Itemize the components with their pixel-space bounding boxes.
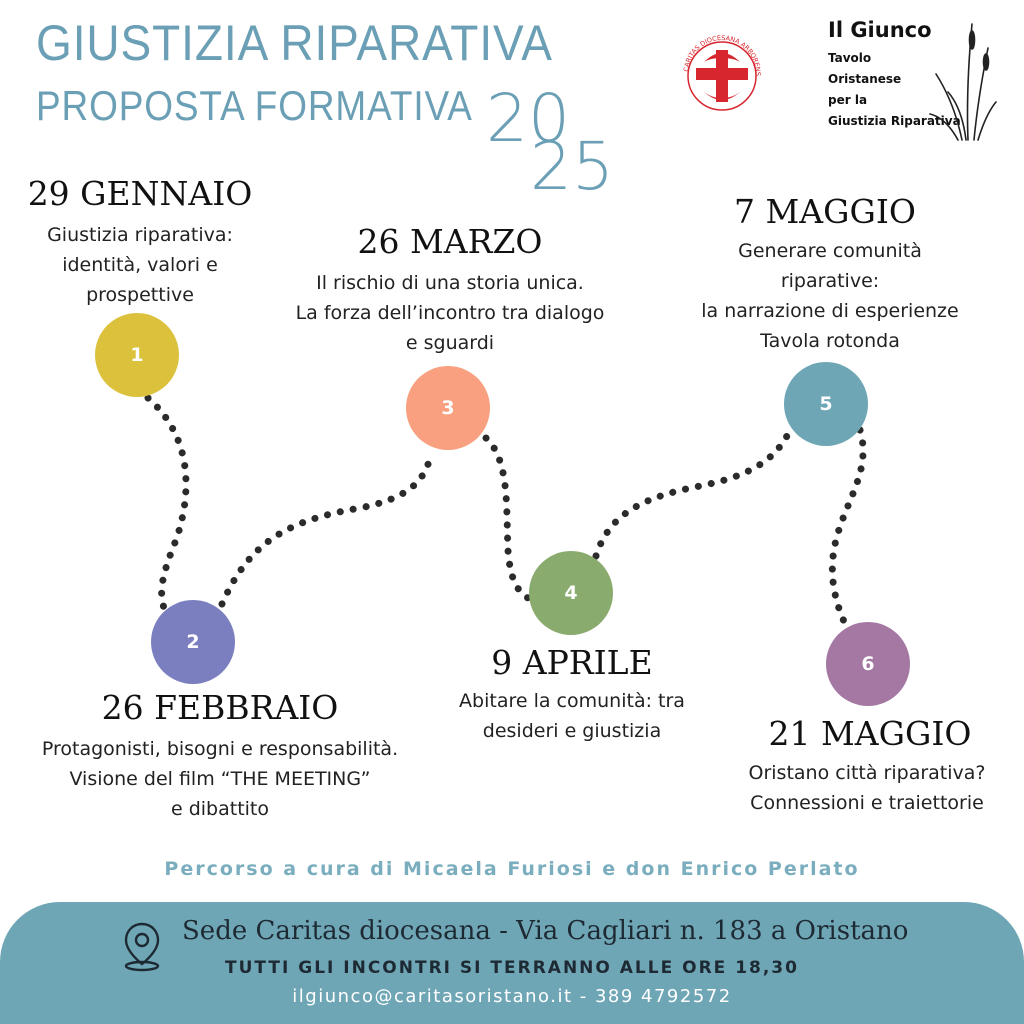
event-5-line-3: la narrazione di esperienze	[701, 300, 959, 322]
event-6-date: 21 MAGGIO	[768, 714, 972, 753]
timeline-node-2: 2	[151, 600, 235, 684]
caritas-arc-text: CARITAS DIOCESANA ARBORENS	[682, 33, 763, 77]
path-segment-1-2	[148, 398, 186, 608]
timeline-node-5: 5	[784, 362, 868, 446]
year-bottom: 25	[530, 128, 614, 205]
event-4-line-1: Abitare la comunità: tra	[459, 690, 685, 712]
event-2-date: 26 FEBBRAIO	[101, 688, 339, 727]
giunco-line-3: per la	[828, 93, 868, 107]
event-5-line-2: riparative:	[780, 270, 880, 292]
event-1-description	[0, 220, 280, 310]
event-2-line-2: Visione del film “THE MEETING”	[69, 768, 371, 790]
path-segment-5-6	[832, 430, 863, 626]
giunco-line-2: Oristanese	[828, 72, 902, 86]
timeline-node-4: 4	[529, 551, 613, 635]
page-subtitle: PROPOSTA FORMATIVA	[36, 82, 473, 129]
path-segment-3-4	[486, 438, 528, 598]
event-3-line-3: e sguardi	[405, 332, 495, 354]
page-title: GIUSTIZIA RIPARATIVA	[36, 15, 553, 71]
event-6-line-1: Oristano città riparativa?	[748, 762, 986, 784]
giunco-line-1: Tavolo	[828, 51, 872, 65]
event-2-line-1: Protagonisti, bisogni e responsabilità.	[41, 738, 399, 760]
timeline-node-3: 3	[406, 366, 490, 450]
event-3-description	[250, 268, 650, 358]
contact-info[interactable]: ilgiunco@caritasoristano.it - 389 4792572	[292, 986, 732, 1007]
event-4-line-2: desideri e giustizia	[482, 720, 662, 742]
venue-address: Sede Caritas diocesana - Via Cagliari n. 183 a Oristano	[182, 916, 909, 946]
giunco-line-4: Giustizia Riparativa	[828, 114, 961, 128]
event-6-description	[710, 758, 1024, 818]
path-segment-2-3	[222, 458, 430, 604]
event-5-date: 7 MAGGIO	[734, 192, 916, 231]
event-6-line-2: Connessioni e traiettorie	[750, 792, 984, 814]
giunco-name: Il Giunco	[828, 18, 932, 42]
year-top: 20	[486, 80, 570, 157]
timeline-node-6: 6	[826, 622, 910, 706]
path-segment-4-5	[596, 430, 790, 556]
event-4-description	[412, 686, 732, 746]
event-5-line-1: Generare comunità	[738, 240, 922, 262]
event-5-description	[660, 236, 1000, 356]
event-3-line-1: Il rischio di una storia unica.	[316, 272, 584, 294]
meeting-time: TUTTI GLI INCONTRI SI TERRANNO ALLE ORE 18,30	[225, 958, 799, 978]
event-3-date: 26 MARZO	[357, 222, 543, 261]
event-5-line-4: Tavola rotonda	[760, 330, 900, 352]
event-1-date: 29 GENNAIO	[27, 174, 253, 213]
event-2-description	[0, 734, 440, 824]
event-1-line-1: Giustizia riparativa:	[47, 224, 233, 246]
event-3-line-2: La forza dell’incontro tra dialogo	[295, 302, 605, 324]
timeline-node-1: 1	[95, 313, 179, 397]
curator-credit: Percorso a cura di Micaela Furiosi e don Enrico Perlato	[164, 858, 860, 880]
event-2-line-3: e dibattito	[170, 798, 270, 820]
event-4-date: 9 APRILE	[491, 643, 653, 682]
event-1-line-2: identità, valori e	[62, 254, 218, 276]
event-1-line-3: prospettive	[86, 284, 194, 306]
